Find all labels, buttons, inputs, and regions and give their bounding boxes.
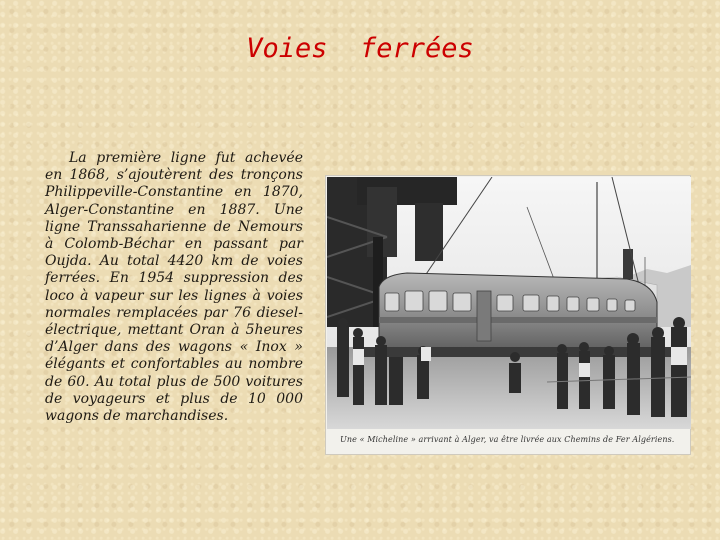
- body-paragraph: La première ligne fut achevée en 1868, s’ajoutèrent des tronçons Philippeville-Constantine en 1870, Alger-Constantine en 1887. Une ligne Transsaharienne de Nemours à Colomb-Béchar en passant par Oujda. Au total 4420 km de voies ferrées. En 1954 suppression des loco à vapeur sur les lignes à voies normales remplacées par 76 diesel-électrique, mettant Oran à 5heures d’Alger dans des wagons « Inox » élégants et confortables au nombre de 60. Au total plus de 500 voitures de voyageurs et plus de 10 000 wagons de marchandises.: [45, 150, 303, 425]
- railcar-photo: [327, 177, 691, 429]
- photo-frame: [325, 175, 691, 455]
- photo-caption: Une « Micheline » arrivant à Alger, va être livrée aux Chemins de Fer Algériens.: [340, 435, 675, 444]
- slide-title: Voies ferrées: [246, 33, 474, 64]
